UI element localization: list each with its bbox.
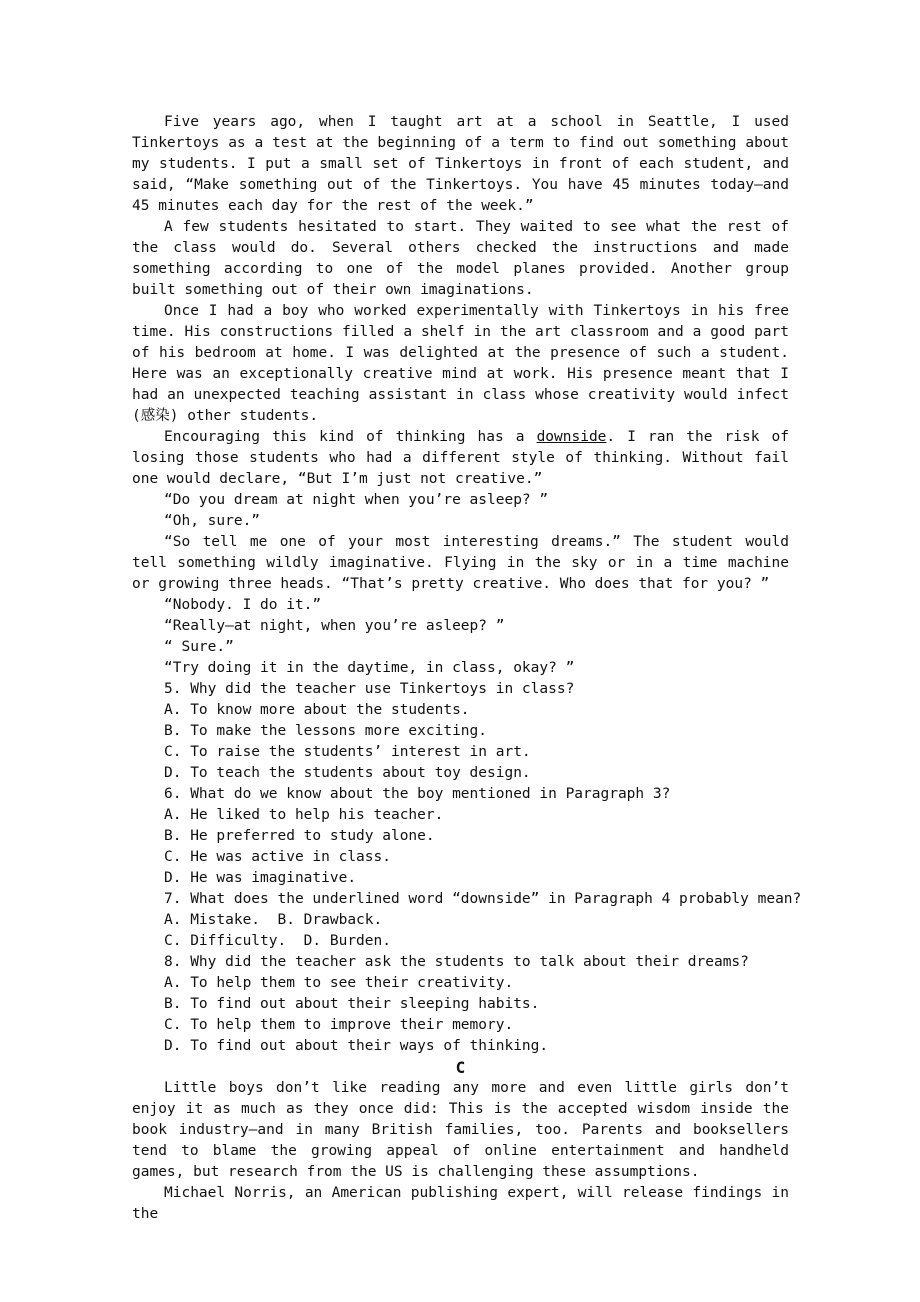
dialogue-line-6: “ Sure.” xyxy=(164,639,234,655)
question-8-option-b: B. To find out about their sleeping habits. xyxy=(164,996,540,1012)
question-5-option-a: A. To know more about the students. xyxy=(164,702,470,718)
question-6: 6. What do we know about the boy mentioned in Paragraph 3? xyxy=(164,786,671,802)
paragraph-4-text-before: Encouraging this kind of thinking has a xyxy=(164,429,537,445)
section-c-paragraph-2: Michael Norris, an American publishing expert, will release findings in the xyxy=(132,1185,789,1222)
section-c-heading: C xyxy=(455,1058,466,1077)
question-8: 8. Why did the teacher ask the students to talk about their dreams? xyxy=(164,954,749,970)
question-7: 7. What does the underlined word “downside” in Paragraph 4 probably mean? xyxy=(164,891,802,907)
question-5-option-b: B. To make the lessons more exciting. xyxy=(164,723,488,739)
dialogue-line-5: “Really—at night, when you’re asleep? ” xyxy=(164,618,505,634)
dialogue-line-3: “So tell me one of your most interesting dreams.” The student would tell something wildly imaginative. Flying in the sky or in a time machine or growing three heads. “That’s pretty creative. Who does that for you? ” xyxy=(132,534,789,592)
question-5-option-d: D. To teach the students about toy design. xyxy=(164,765,531,781)
dialogue-line-4: “Nobody. I do it.” xyxy=(164,597,322,613)
dialogue-line-2: “Oh, sure.” xyxy=(164,513,261,529)
question-8-option-a: A. To help them to see their creativity. xyxy=(164,975,514,991)
question-7-options-cd: C. Difficulty. D. Burden. xyxy=(164,933,391,949)
question-8-option-c: C. To help them to improve their memory. xyxy=(164,1017,514,1033)
underlined-word-downside: downside xyxy=(536,429,607,445)
passage-b-paragraph-2: A few students hesitated to start. They waited to see what the rest of the class would do. Several others checked the instructions and made something according to one of the model planes provided. Another group built something out of their own imaginations. xyxy=(132,219,789,298)
dialogue-line-1: “Do you dream at night when you’re asleep? ” xyxy=(164,492,549,508)
question-8-option-d: D. To find out about their ways of thinking. xyxy=(164,1038,549,1054)
dialogue-line-7: “Try doing it in the daytime, in class, okay? ” xyxy=(164,660,575,676)
passage-b-paragraph-3: Once I had a boy who worked experimentally with Tinkertoys in his free time. His constructions filled a shelf in the art classroom and a good part of his bedroom at home. I was delighted at the presence of such a student. Here was an exceptionally creative mind at work. His presence meant that I had an unexpected teaching assistant in class whose creativity would infect (感染) other students. xyxy=(132,303,789,424)
question-5-option-c: C. To raise the students’ interest in art. xyxy=(164,744,531,760)
question-6-option-c: C. He was active in class. xyxy=(164,849,391,865)
question-7-options-ab: A. Mistake. B. Drawback. xyxy=(164,912,383,928)
question-6-option-b: B. He preferred to study alone. xyxy=(164,828,435,844)
question-6-option-a: A. He liked to help his teacher. xyxy=(164,807,444,823)
section-c-paragraph-1: Little boys don’t like reading any more and even little girls don’t enjoy it as much as they once did: This is the accepted wisdom inside the book industry—and in many British families, too. Parents and booksellers tend to blame the growing appeal of online entertainment and handheld games, but research from the US is challenging these assumptions. xyxy=(132,1080,789,1180)
paragraph-4-text-after: . I ran the risk of losing those students who had a different style of thinking. Without fail one would declare, “But I’m just not creative.” xyxy=(132,429,789,487)
passage-b-paragraph-4 xyxy=(132,427,789,490)
passage-b-paragraph-1: Five years ago, when I taught art at a school in Seattle, I used Tinkertoys as a test at the beginning of a term to find out something about my students. I put a small set of Tinkertoys in front of each student, and said, “Make something out of the Tinkertoys. You have 45 minutes today—and 45 minutes each day for the rest of the week.” xyxy=(132,114,789,214)
question-5: 5. Why did the teacher use Tinkertoys in class? xyxy=(164,681,575,697)
document-page xyxy=(132,112,802,1225)
question-6-option-d: D. He was imaginative. xyxy=(164,870,357,886)
